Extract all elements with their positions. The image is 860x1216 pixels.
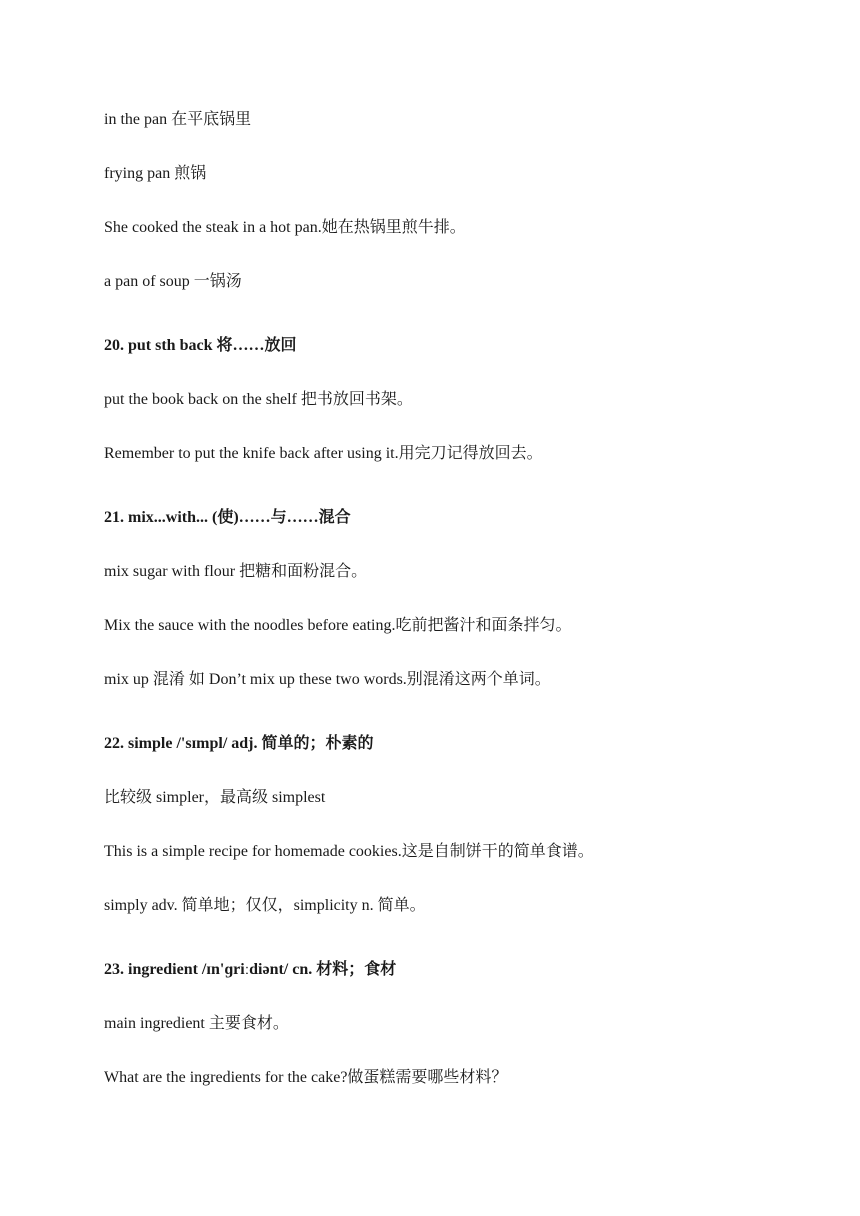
section-heading: 20. put sth back 将……放回 [104,337,297,354]
example-sentence: What are the ingredients for the cake?做蛋糕需要哪些材料？ [104,1069,508,1086]
example-sentence: She cooked the steak in a hot pan.她在热锅里煎牛排。 [104,219,466,236]
text-line: a pan of soup 一锅汤 [104,273,242,290]
text-line: in the pan 在平底锅里 [104,111,252,128]
example-sentence: Mix the sauce with the noodles before eating.吃前把酱汁和面条拌匀。 [104,617,572,634]
text-line: main ingredient 主要食材。 [104,1015,289,1032]
section-heading: 23. ingredient /ɪn'ɡriːdiənt/ cn. 材料；食材 [104,961,397,978]
text-line: mix sugar with flour 把糖和面粉混合。 [104,563,368,580]
section-heading: 22. simple /'sɪmpl/ adj. 简单的；朴素的 [104,735,374,752]
example-sentence: This is a simple recipe for homemade cookies.这是自制饼干的简单食谱。 [104,843,594,860]
text-line: mix up 混淆 如 Don’t mix up these two words.别混淆这两个单词。 [104,671,551,688]
section-heading: 21. mix...with... (使)……与……混合 [104,509,351,526]
text-line: 比较级 simpler，最高级 simplest [104,789,326,806]
example-sentence: Remember to put the knife back after using it.用完刀记得放回去。 [104,445,543,462]
text-line: simply adv. 简单地；仅仅，simplicity n. 简单。 [104,897,426,914]
text-line: put the book back on the shelf 把书放回书架。 [104,391,413,408]
text-line: frying pan 煎锅 [104,165,207,182]
